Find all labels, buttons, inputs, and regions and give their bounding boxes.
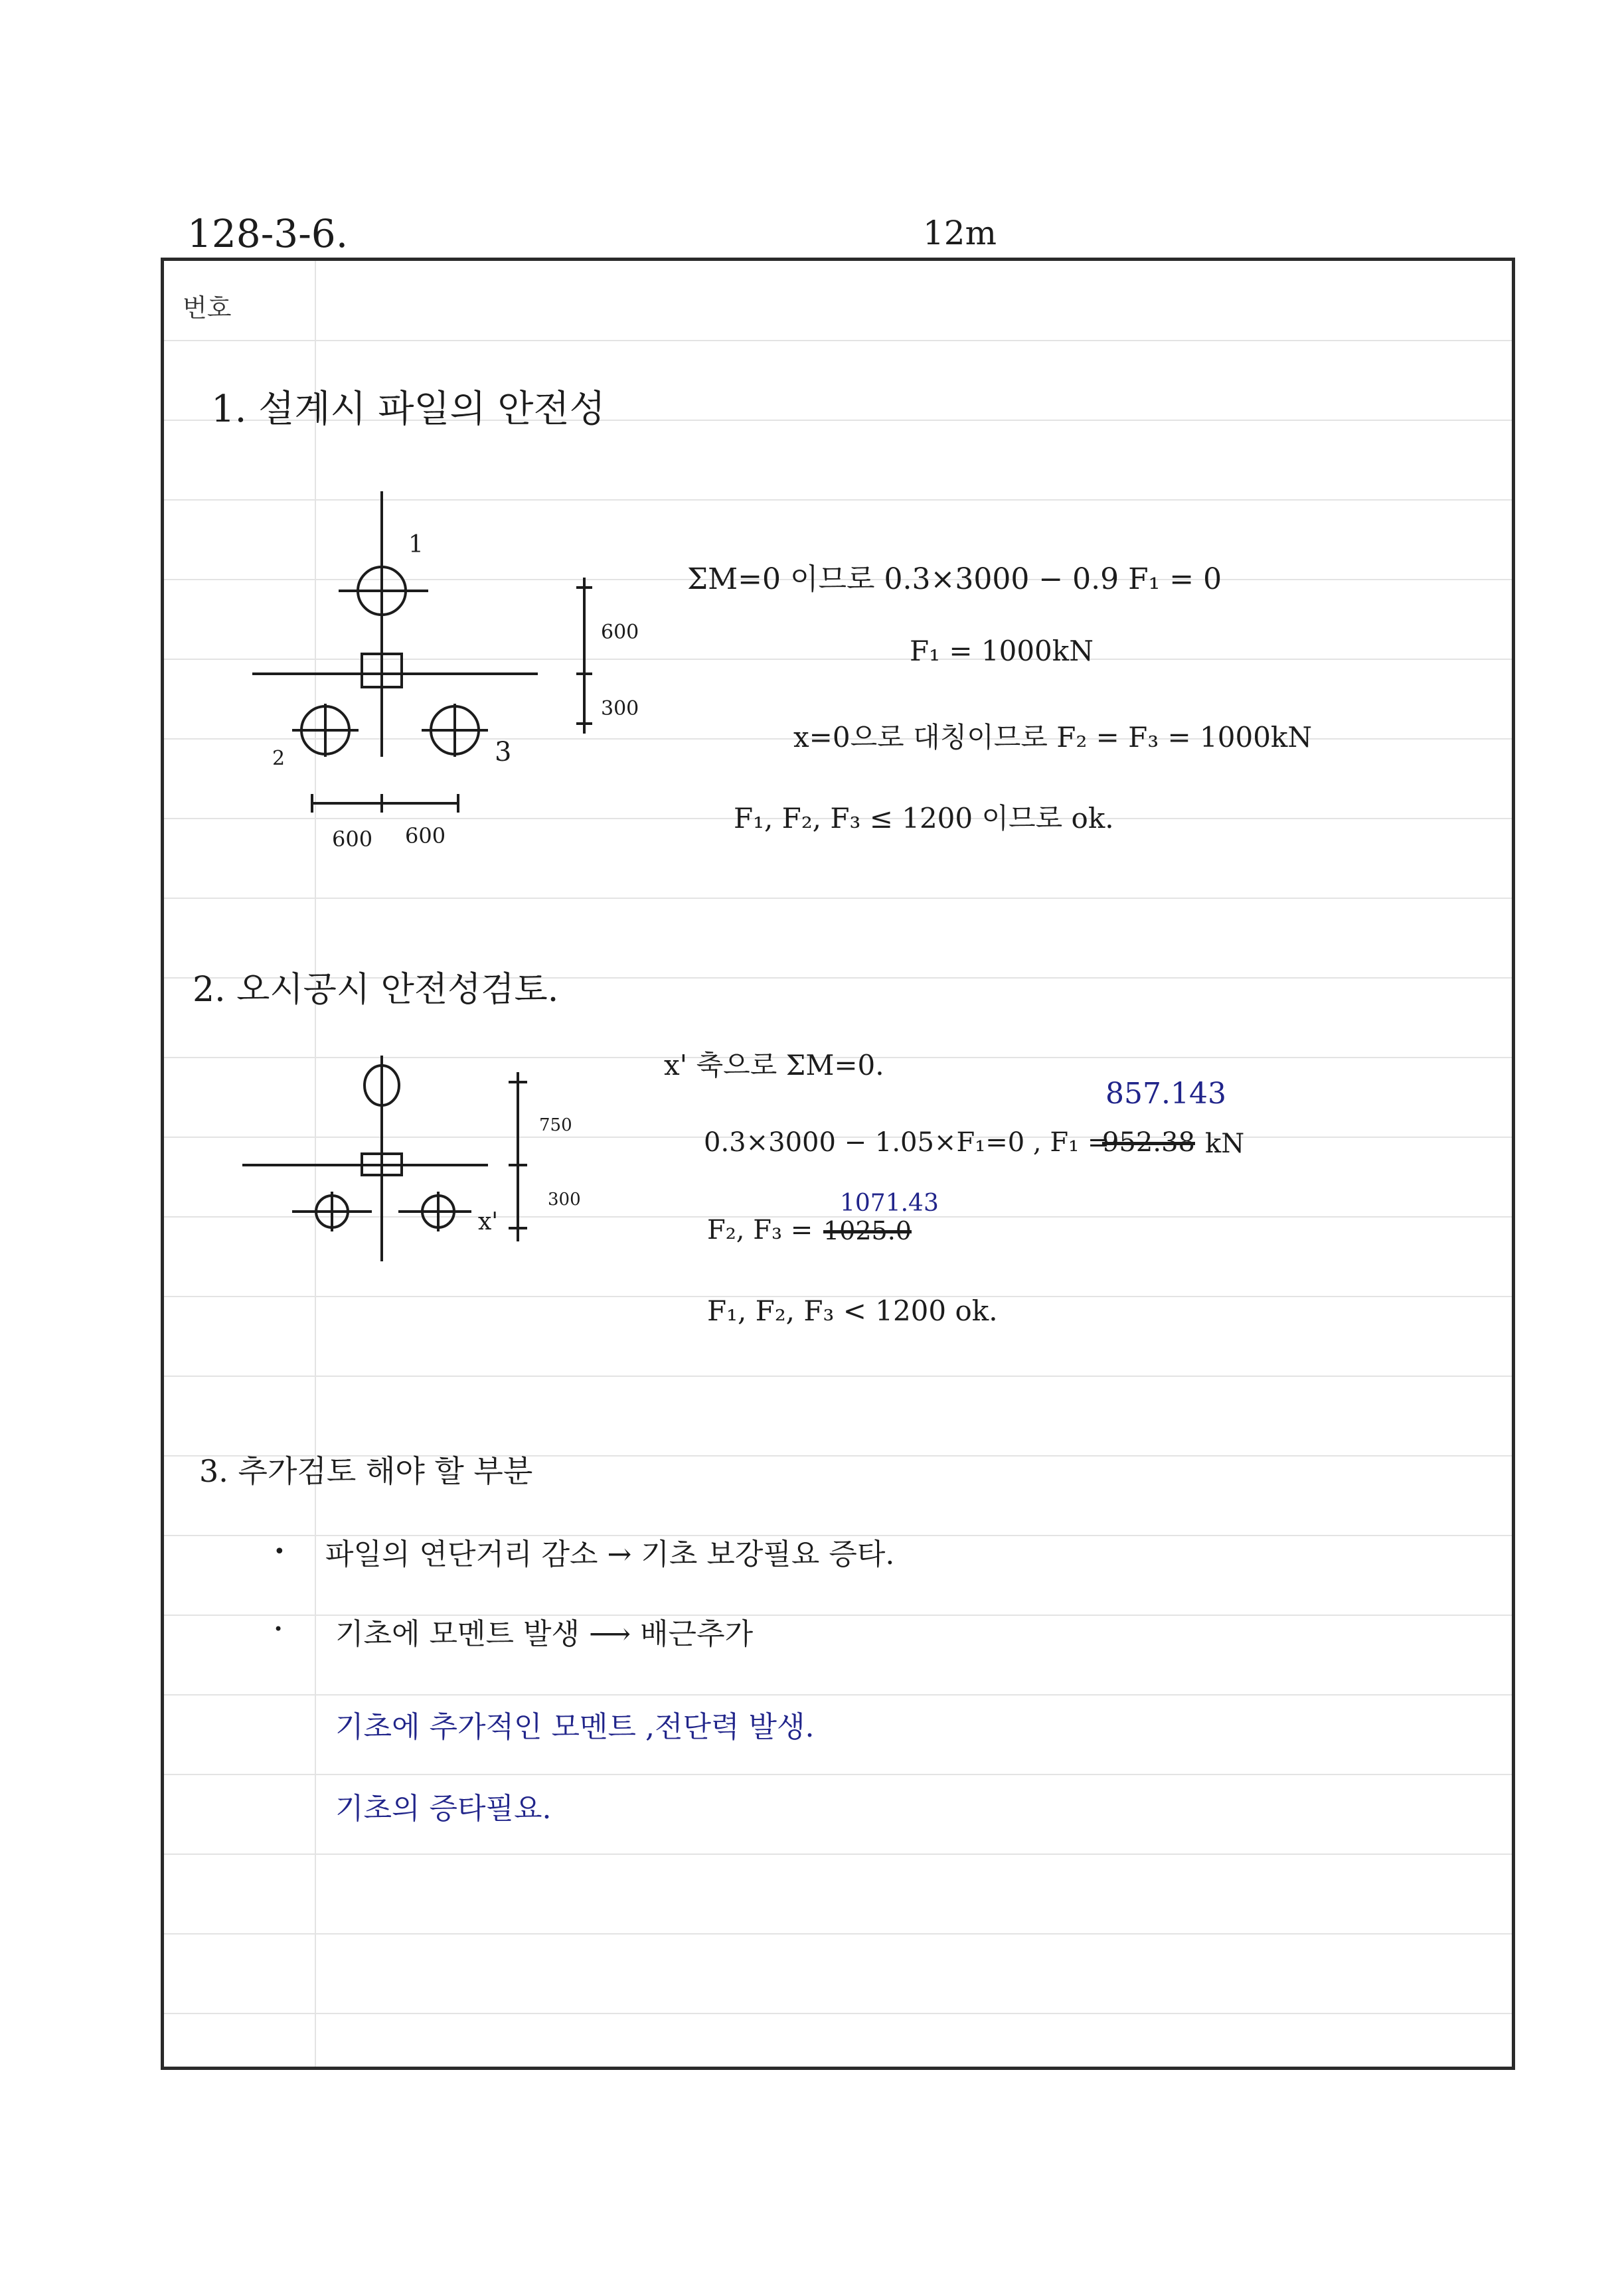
section2-eq-moment: 0.3×3000 − 1.05×F₁=0 , F₁ = — [704, 1127, 1110, 1158]
dim-750-vertical: 750 — [539, 1115, 572, 1135]
duration-label: 12m — [923, 214, 997, 252]
section3-note-2: 기초의 증타필요. — [335, 1792, 552, 1826]
axis-x-prime-label: x' — [478, 1208, 499, 1235]
number-label: 번호 — [183, 293, 232, 323]
section3-note-1: 기초에 추가적인 모멘트 ,전단력 발생. — [335, 1710, 815, 1744]
dim-300-vertical: 300 — [601, 697, 639, 720]
section2-f1-correction: 857.143 — [1105, 1077, 1226, 1111]
dim-600-left: 600 — [332, 827, 373, 852]
section3-title: 3. 추가검토 해야 할 부분 — [199, 1453, 533, 1489]
section1-title: 1. 설계시 파일의 안전성 — [211, 388, 606, 431]
section2-pile-diagram — [239, 1056, 584, 1281]
dim-600-right: 600 — [405, 823, 446, 848]
pile-3-label: 3 — [495, 737, 512, 767]
section1-pile-diagram — [239, 485, 611, 856]
dim-600-vertical: 600 — [601, 621, 639, 644]
pile-2-label: 2 — [272, 747, 285, 770]
section3-bullet-1: 파일의 연단거리 감소 → 기초 보강필요 증타. — [325, 1538, 895, 1571]
section2-f1-unit: kN — [1205, 1129, 1245, 1159]
section2-title: 2. 오시공시 안전성검토. — [193, 970, 559, 1010]
section1-eq-f1: F₁ = 1000kN — [910, 635, 1094, 667]
section2-f2f3-struck-value: 1025.0 — [823, 1216, 912, 1245]
section1-eq-check: F₁, F₂, F₃ ≤ 1200 이므로 ok. — [734, 802, 1114, 834]
section2-eq-axis: x' 축으로 ΣM=0. — [664, 1049, 884, 1081]
dim-300-vertical-2: 300 — [548, 1190, 581, 1210]
section1-eq-symmetry: x=0으로 대칭이므로 F₂ = F₃ = 1000kN — [793, 721, 1313, 753]
bullet-dot-2: • — [274, 1620, 284, 1638]
section2-f2f3-correction: 1071.43 — [840, 1190, 939, 1217]
problem-code: 128-3-6. — [187, 211, 349, 256]
section1-eq-moment: ΣM=0 이므로 0.3×3000 − 0.9 F₁ = 0 — [687, 562, 1222, 596]
bullet-dot-1: • — [274, 1540, 285, 1563]
section2-eq-f2f3: F₂, F₃ = — [707, 1215, 813, 1245]
section3-bullet-2: 기초에 모멘트 발생 ⟶ 배근추가 — [335, 1617, 754, 1651]
section2-f1-struck-value: 952.38 — [1102, 1127, 1195, 1158]
pile-1-label: 1 — [408, 531, 424, 558]
section2-eq-check: F₁, F₂, F₃ < 1200 ok. — [707, 1295, 998, 1327]
